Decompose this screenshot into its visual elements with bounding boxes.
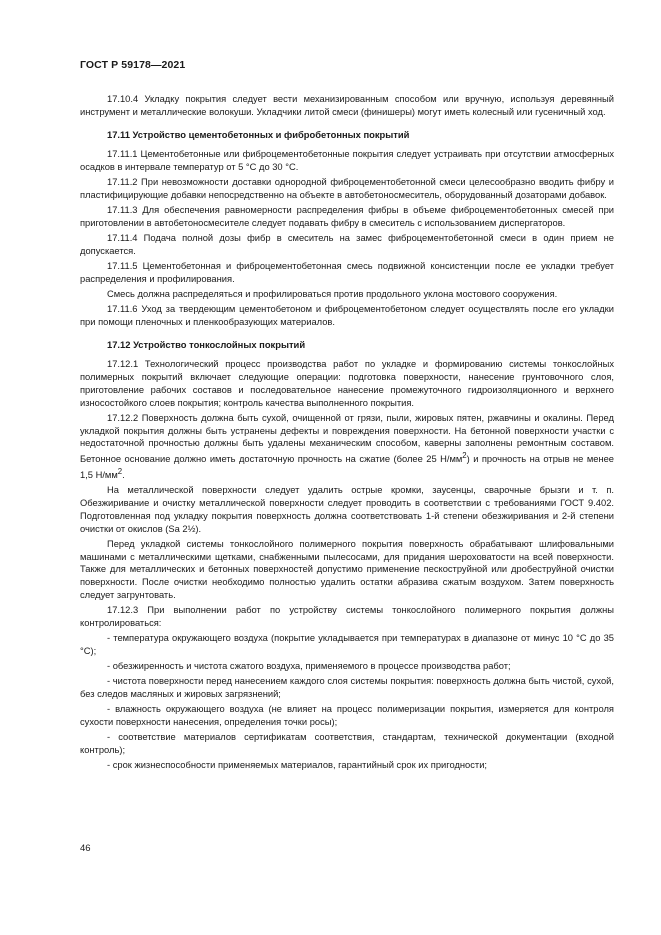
paragraph-17-12-1: 17.12.1 Технологический процесс производства работ по укладке и формированию системы тонкослойных полимерных покрытий включает следующие операции: подготовка поверхности, нанесение грунтовочного слоя, приготовление рабочих составов и последовательное нанесение промежуточного гидроизоляционного и верхнего износостойкого слоев покрытия; контроль качества выполненного покрытия. <box>80 359 614 408</box>
document-body <box>80 93 614 774</box>
paragraph-17-11-2: 17.11.2 При невозможности доставки однородной фиброцементобетонной смеси целесообразно вводить фибру и пластифицирующие добавки непосредственно на объекте в автобетоносмеситель, оборудованный дозаторами добавок. <box>80 177 614 201</box>
paragraph-17-11-5: 17.11.5 Цементобетонная и фиброцементобетонная смесь подвижной консистенции после ее укладки требует распределения и профилирования. <box>80 260 614 284</box>
paragraph-17-11-5-continued: Смесь должна распределяться и профилироваться против продольного уклона мостового сооружения. <box>107 288 558 299</box>
list-item: - соответствие материалов сертификатам соответствия, стандартам, технической документации (входной контроль); <box>80 731 614 755</box>
paragraph-metal-surface: На металлической поверхности следует удалить острые кромки, заусенцы, сварочные брызги и т. п. Обезжиривание и очистку металлической поверхности следует проводить в соответствии с требованиями ГОСТ 9.402. Подготовленная под укладку покрытия поверхность должна соответствовать 1-й степени обезжиривания и 2-й степени очистки от окислов (Sa 2½). <box>80 485 614 534</box>
list-item: - влажность окружающего воздуха (не влияет на процесс полимеризации покрытия, измеряется для контроля сухости поверхности нанесения, определения точки росы); <box>80 703 614 727</box>
paragraph-17-11-3: 17.11.3 Для обеспечения равномерности распределения фибры в объеме фиброцементобетонных смесей при приготовлении в автобетоносмесителе следует подавать фибру в смеситель с использованием диспергаторов. <box>80 205 614 228</box>
paragraph-17-12-2-text-b: ) и прочность на отрыв не менее 1,5 Н/мм <box>80 454 615 481</box>
paragraph-surface-treatment: Перед укладкой системы тонкослойного полимерного покрытия поверхность обрабатывают шлифовальными машинами с металлическими щетками, снабженными пылесосами, для придания шероховатости на всей поверхности. Также для металлических и бетонных поверхностей допустимо применение пескоструйной или дробеструйной очистки поверхности. После очистки необходимо полностью удалить остатки абразива сжатым воздухом. Затем поверхность следует загрунтовать. <box>80 538 614 600</box>
paragraph-17-12-2 <box>80 412 614 482</box>
superscript-2: 2 <box>462 451 467 461</box>
paragraph-17-11-4: 17.11.4 Подача полной дозы фибр в смеситель на замес фиброцементобетонной смеси в один прием не допускается. <box>80 233 614 256</box>
document-code: ГОСТ Р 59178—2021 <box>80 59 186 71</box>
list-item: - срок жизнеспособности применяемых материалов, гарантийный срок их пригодности; <box>107 759 488 770</box>
paragraph-17-11-6: 17.11.6 Уход за твердеющим цементобетоном и фиброцементобетоном следует осуществлять после его укладки при помощи пленочных и пленкообразующих материалов. <box>80 303 614 327</box>
section-heading-17-11: 17.11 Устройство цементобетонных и фибробетонных покрытий <box>107 128 410 140</box>
list-item: - чистота поверхности перед нанесением каждого слоя системы покрытия: поверхность должна быть чистой, сухой, без следов масляных и жировых загрязнений; <box>80 675 614 699</box>
paragraph-17-12-2-text-a: 17.12.2 Поверхность должна быть сухой, очищенной от грязи, пыли, жировых пятен, ржавчины и окалины. Перед укладкой покрытия должны быть устранены дефекты и повреждения поверхности. На бетонной поверхности участки с недостаточной прочностью должны быть удалены механическим способом, каверны заполнены ремонтным составом. Бетонное основание должно иметь достаточную прочность на сжатие (более 25 Н/мм <box>80 412 614 465</box>
list-item: - температура окружающего воздуха (покрытие укладывается при температурах в диапазоне от минус 10 °С до 35 °С); <box>80 632 614 656</box>
paragraph-17-11-1: 17.11.1 Цементобетонные или фиброцементобетонные покрытия следует устраивать при отсутствии атмосферных осадков в интервале температур от 5 °С до 30 °С. <box>80 149 614 173</box>
paragraph-17-10-4: 17.10.4 Укладку покрытия следует вести механизированным способом или вручную, используя деревянный инструмент и металлические волокуши. Укладчики литой смеси (финишеры) могут иметь колесный или гусеничный ход. <box>80 94 614 117</box>
superscript-2: 2 <box>117 467 123 477</box>
paragraph-17-12-2-text-c: . <box>122 470 125 481</box>
paragraph-17-12-3: 17.12.3 При выполнении работ по устройству системы тонкослойного полимерного покрытия должны контролироваться: <box>80 605 614 628</box>
list-item: - обезжиренность и чистота сжатого воздуха, применяемого в процессе производства работ; <box>107 660 511 671</box>
page-number: 46 <box>80 843 91 854</box>
section-heading-17-12: 17.12 Устройство тонкослойных покрытий <box>107 338 306 350</box>
